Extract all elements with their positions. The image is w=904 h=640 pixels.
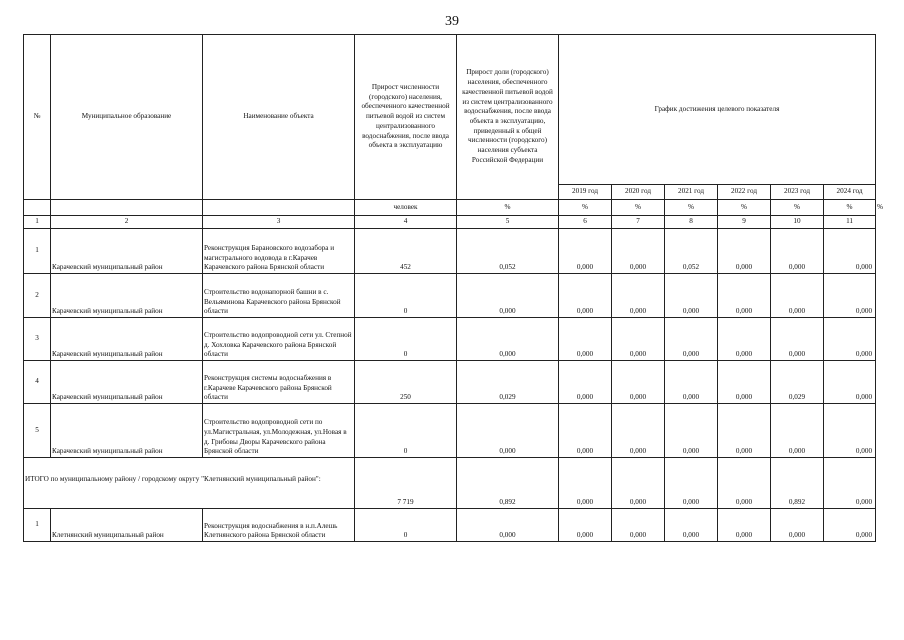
row-number: 4: [24, 361, 51, 404]
header-row: [24, 35, 876, 185]
row-year-value: 0,000: [665, 274, 718, 318]
row-year-value: 0,000: [718, 404, 771, 458]
row-share: 0,000: [457, 404, 559, 458]
header-year: 2019 год: [559, 185, 612, 200]
row-number: 1: [24, 229, 51, 274]
header-num: №: [24, 35, 51, 200]
header-year: 2023 год: [771, 185, 824, 200]
row-year-value: 0,000: [559, 318, 612, 361]
unit-cell: %: [559, 200, 612, 216]
row-year-value: 0,000: [559, 274, 612, 318]
unit-cell: %: [612, 200, 665, 216]
row-year-value: 0,000: [612, 361, 665, 404]
row-municipality: Карачевский муниципальный район: [51, 274, 203, 318]
units-empty: [203, 200, 355, 216]
row-year-value: 0,000: [612, 318, 665, 361]
row-population: 250: [355, 361, 457, 404]
header-share-growth: Прирост доли (городского) населения, обеспеченного качественной питьевой водой из систем централизованного водоснабжения, после ввода объекта в эксплуатацию, приведенный к общей численности (городского) населения субъекта Российской Федерации: [457, 35, 559, 200]
table-row: [24, 361, 876, 404]
unit-cell: %: [824, 200, 876, 216]
header-year: 2021 год: [665, 185, 718, 200]
row-year-value: 0,000: [771, 229, 824, 274]
column-number: 1: [24, 216, 51, 229]
column-number: 11: [824, 216, 876, 229]
header-municipality: Муниципальное образование: [51, 35, 203, 200]
total-share: 0,892: [457, 458, 559, 509]
row-municipality: Карачевский муниципальный район: [51, 229, 203, 274]
units-row: человек % % % % % % % %: [24, 200, 876, 216]
total-year-value: 0,000: [718, 458, 771, 509]
units-empty: [51, 200, 203, 216]
row-year-value: 0,000: [718, 229, 771, 274]
table-row: [24, 229, 876, 274]
row-year-value: 0,000: [559, 404, 612, 458]
row-year-value: 0,000: [559, 229, 612, 274]
table-row: [24, 509, 876, 542]
row-population: 0: [355, 274, 457, 318]
row-population: 452: [355, 229, 457, 274]
row-year-value: 0,000: [612, 509, 665, 542]
unit-cell: %: [771, 200, 824, 216]
row-year-value: 0,000: [824, 229, 876, 274]
row-year-value: 0,029: [771, 361, 824, 404]
header-schedule: График достижения целевого показателя: [559, 35, 876, 185]
row-year-value: 0,000: [559, 509, 612, 542]
column-number: 2: [51, 216, 203, 229]
total-population: 7 719: [355, 458, 457, 509]
row-share: 0,029: [457, 361, 559, 404]
row-year-value: 0,000: [612, 274, 665, 318]
row-municipality: Клетнянский муниципальный район: [51, 509, 203, 542]
row-municipality: Карачевский муниципальный район: [51, 318, 203, 361]
row-year-value: 0,000: [665, 318, 718, 361]
row-object: Строительство водопроводной сети по ул.Магистральная, ул.Молодежная, ул.Новая в д. Грибовы Дворы Карачевского района Брянской области: [203, 404, 355, 458]
column-number: 6: [559, 216, 612, 229]
row-year-value: 0,000: [718, 274, 771, 318]
row-year-value: 0,052: [665, 229, 718, 274]
row-year-value: 0,000: [824, 318, 876, 361]
header-object: Наименование объекта: [203, 35, 355, 200]
row-object: Реконструкция водоснабжения в н.п.Алешь Клетнянского района Брянской области: [203, 509, 355, 542]
row-year-value: 0,000: [771, 318, 824, 361]
row-year-value: 0,000: [665, 404, 718, 458]
table-row: [24, 274, 876, 318]
total-year-value: 0,000: [665, 458, 718, 509]
total-year-value: 0,892: [771, 458, 824, 509]
row-share: 0,000: [457, 274, 559, 318]
header-year: 2020 год: [612, 185, 665, 200]
column-number: 4: [355, 216, 457, 229]
header-year: 2024 год: [824, 185, 876, 200]
total-year-value: 0,000: [559, 458, 612, 509]
row-population: 0: [355, 318, 457, 361]
row-year-value: 0,000: [824, 404, 876, 458]
column-numbers-row: [24, 216, 876, 229]
row-object: Реконструкция Барановского водозабора и магистрального водовода в г.Карачев Карачевского района Брянской области: [203, 229, 355, 274]
column-number: 7: [612, 216, 665, 229]
column-number: 3: [203, 216, 355, 229]
page-number: 39: [445, 14, 459, 29]
column-number: 9: [718, 216, 771, 229]
total-row: [24, 458, 876, 509]
row-object: Строительство водонапорной башни в с. Вельяминова Карачевского района Брянской области: [203, 274, 355, 318]
header-year: 2022 год: [718, 185, 771, 200]
target-indicator-table: [23, 34, 884, 542]
row-share: 0,052: [457, 229, 559, 274]
column-number: 8: [665, 216, 718, 229]
row-year-value: 0,000: [824, 509, 876, 542]
column-number: 5: [457, 216, 559, 229]
row-population: 0: [355, 404, 457, 458]
row-number: 3: [24, 318, 51, 361]
row-year-value: 0,000: [665, 509, 718, 542]
row-year-value: 0,000: [718, 318, 771, 361]
units-empty: [24, 200, 51, 216]
unit-cell: человек: [355, 200, 457, 216]
row-year-value: 0,000: [665, 361, 718, 404]
row-population: 0: [355, 509, 457, 542]
total-year-value: 0,000: [612, 458, 665, 509]
row-number: 5: [24, 404, 51, 458]
column-number: 10: [771, 216, 824, 229]
unit-cell: %: [457, 200, 559, 216]
row-year-value: 0,000: [612, 229, 665, 274]
row-share: 0,000: [457, 318, 559, 361]
row-municipality: Карачевский муниципальный район: [51, 404, 203, 458]
row-number: 2: [24, 274, 51, 318]
row-year-value: 0,000: [771, 274, 824, 318]
header-population-growth: Прирост численности (городского) населения, обеспеченного качественной питьевой водой из систем централизованного водоснабжения, после ввода объекта в эксплуатацию: [355, 35, 457, 200]
row-year-value: 0,000: [718, 509, 771, 542]
row-year-value: 0,000: [718, 361, 771, 404]
table-row: [24, 404, 876, 458]
row-year-value: 0,000: [824, 274, 876, 318]
row-year-value: 0,000: [559, 361, 612, 404]
row-share: 0,000: [457, 509, 559, 542]
row-year-value: 0,000: [771, 509, 824, 542]
total-label: ИТОГО по муниципальному району / городскому округу "Клетнянский муниципальный район":: [24, 458, 355, 509]
unit-cell: %: [665, 200, 718, 216]
row-object: Строительство водопроводной сети ул. Степной д. Хохловка Карачевского района Брянской области: [203, 318, 355, 361]
row-year-value: 0,000: [771, 404, 824, 458]
row-number: 1: [24, 509, 51, 542]
total-year-value: 0,000: [824, 458, 876, 509]
table-row: [24, 318, 876, 361]
row-object: Реконструкция системы водоснабжения в г.Карачеве Карачевского района Брянской области: [203, 361, 355, 404]
row-year-value: 0,000: [612, 404, 665, 458]
row-year-value: 0,000: [824, 361, 876, 404]
unit-cell: %: [718, 200, 771, 216]
row-municipality: Карачевский муниципальный район: [51, 361, 203, 404]
